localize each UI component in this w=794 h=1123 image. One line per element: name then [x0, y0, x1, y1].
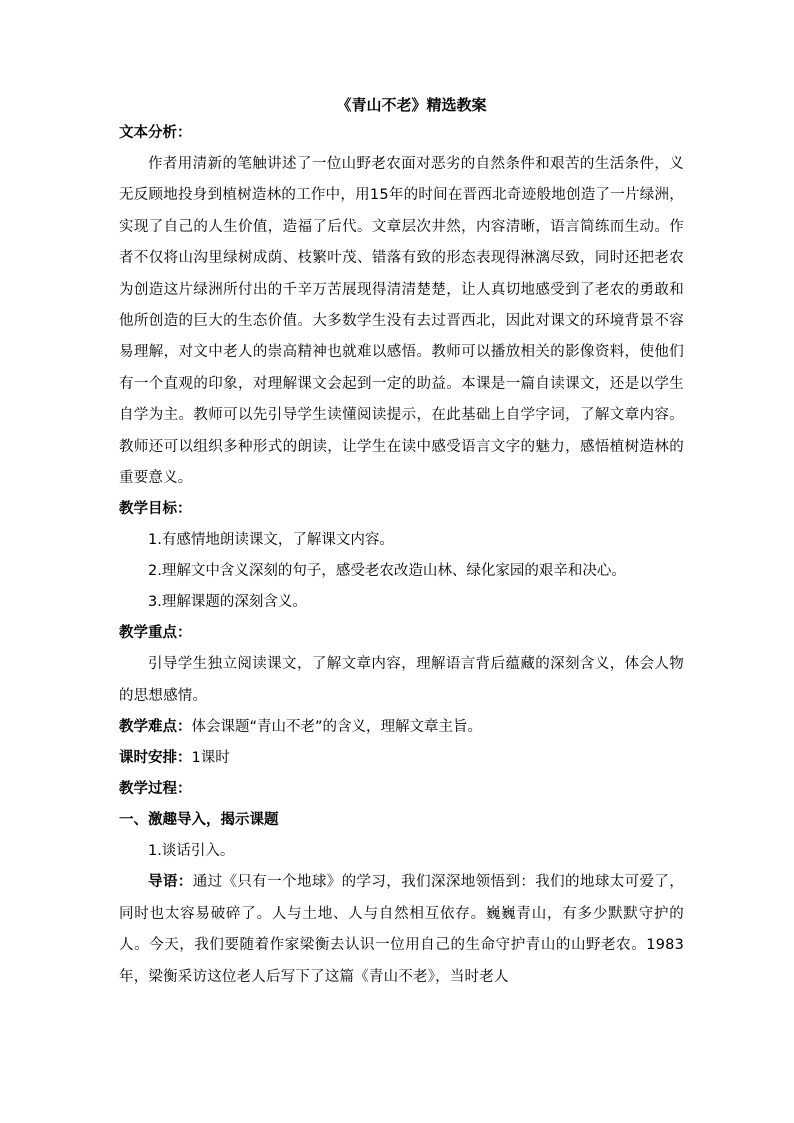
goal-item-2: 2.理解文中含义深刻的句子，感受老农改造山林、绿化家园的艰辛和决心。	[148, 563, 626, 580]
goal-item-1: 1.有感情地朗读课文，了解课文内容。	[148, 532, 394, 549]
analysis-paragraph: 作者用清新的笔触讲述了一位山野老农面对恶劣的自然条件和艰苦的生活条件，义无反顾地投身到植树造林的工作中，用15年的时间在晋西北奇迹般地创造了一片绿洲，实现了自己的人生价值，造福了后代。文章层次井然，内容清晰，语言简练而生动。作者不仅将山沟里绿树成荫、枝繁叶茂、错落有致的形态表现得淋漓尽致，同时还把老农为创造这片绿洲所付出的千辛万苦展现得清清楚楚，让人真切地感受到了老农的勇敢和他所创造的巨大的生态价值。大多数学生没有去过晋西北，因此对课文的环境背景不容易理解，对文中老人的崇高精神也就难以感悟。教师可以播放相关的影像资料，使他们有一个直观的印象，对理解课文会起到一定的助益。本课是一篇自读课文，还是以学生自学为主。教师可以先引导学生读懂阅读提示，在此基础上自学字词，了解文章内容。教师还可以组织多种形式的朗读，让学生在读中感受语言文字的魅力，感悟植树造林的重要意义。	[119, 156, 684, 487]
document-page	[119, 92, 684, 993]
process-heading: 教学过程：	[119, 781, 192, 798]
section1-item-1: 1.谈话引入。	[148, 843, 235, 860]
key-points-paragraph: 引导学生独立阅读课文，了解文章内容，理解语言背后蕴藏的深刻含义，体会人物的思想感情。	[119, 656, 684, 704]
intro-paragraph	[119, 867, 684, 993]
goal-item-3: 3.理解课题的深刻含义。	[148, 594, 307, 611]
document-title: 《青山不老》精选教案	[336, 96, 487, 114]
difficulty-line	[119, 712, 684, 743]
key-points-heading: 教学重点：	[119, 625, 192, 642]
difficulty-text: 体会课题“青山不老”的含义，理解文章主旨。	[191, 719, 483, 736]
analysis-heading: 文本分析：	[119, 125, 192, 141]
difficulty-label: 教学难点：	[119, 719, 192, 736]
section1-heading: 一、激趣导入，揭示课题	[119, 812, 279, 829]
schedule-line	[119, 743, 684, 774]
schedule-label: 课时安排：	[119, 750, 192, 767]
intro-label: 导语：	[148, 874, 193, 891]
goals-heading: 教学目标：	[119, 501, 192, 518]
intro-text: 通过《只有一个地球》的学习，我们深深地领悟到：我们的地球太可爱了，同时也太容易破碎了。人与土地、人与自然相互依存。巍巍青山，有多少默默守护的人。今天，我们要随着作家梁衡去认识一位用自己的生命守护青山的山野老农。1983年，梁衡采访这位老人后写下了这篇《青山不老》，当时老人	[119, 874, 684, 985]
schedule-text: 1课时	[191, 750, 230, 767]
